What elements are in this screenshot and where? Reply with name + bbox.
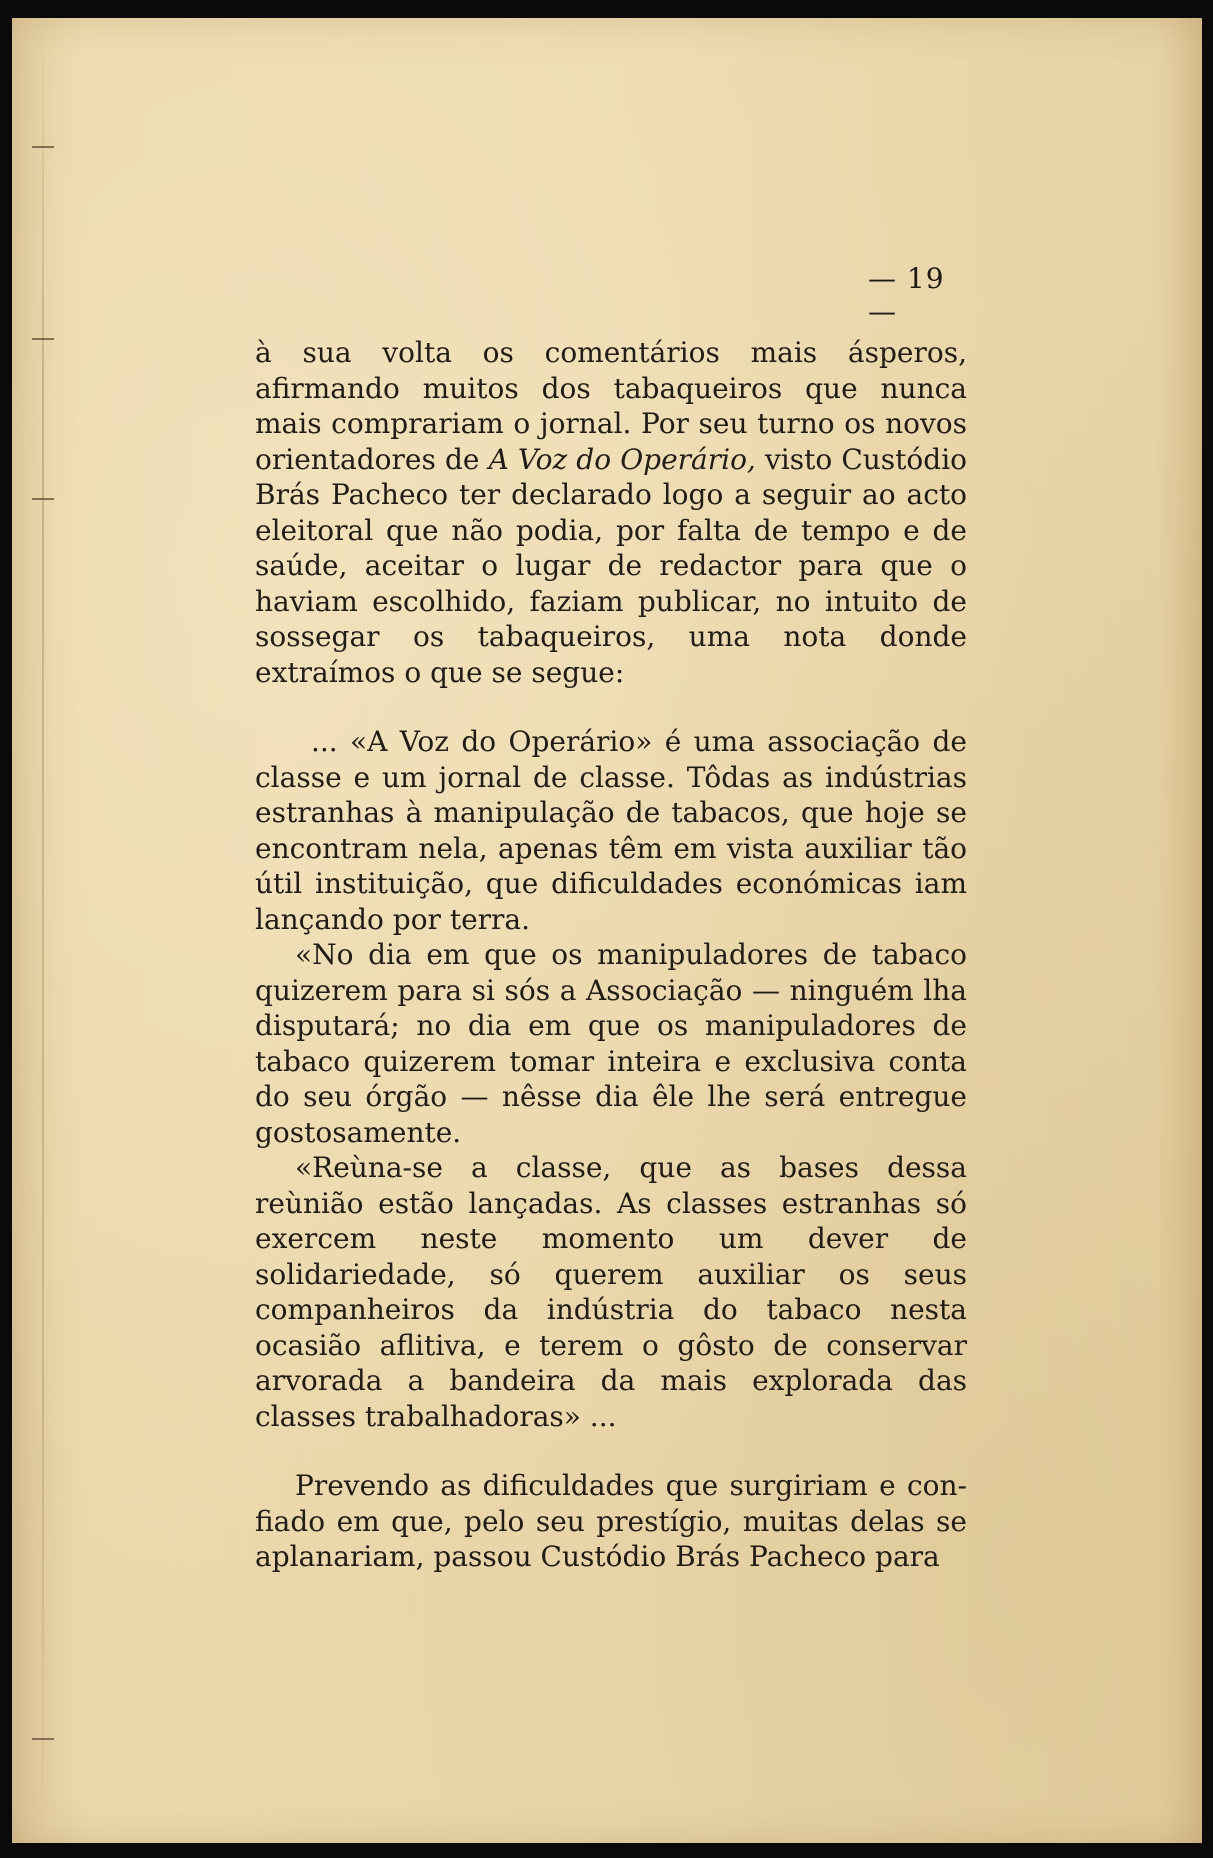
paragraph xyxy=(255,335,967,690)
body-text xyxy=(255,335,967,1575)
quote-paragraph: ... «A Voz do Operário» é uma associação de classe e um jornal de classe. Tôdas as indústrias estranhas à manipulação de tabacos, que hoje se encontram nela, apenas têm em vista auxiliar tão útil instituição, que dificuldades económicas iam lançando por terra. xyxy=(255,725,967,936)
paragraph: Prevendo as dificuldades que surgiriam e confiado em que, pelo seu prestígio, muitas delas se aplanariam, passou Custódio Brás Pacheco para xyxy=(255,1469,967,1573)
margin-mark xyxy=(32,1738,54,1740)
paragraph-text: à sua volta os comentários mais ásperos, afirmando muitos dos tabaqueiros que nunca mais comprariam o jornal. Por seu turno os novos orientadores de xyxy=(255,336,967,476)
quote-paragraph: «No dia em que os manipuladores de tabaco quizerem para si sós a Associação — ninguém lha disputará; no dia em que os manipuladores de tabaco quizerem tomar inteira e exclusiva conta do seu órgão — nêsse dia êle lhe será entregue gostosamente. xyxy=(255,938,967,1149)
margin-mark xyxy=(32,498,54,500)
margin-mark xyxy=(32,338,54,340)
paragraph-text: visto Custódio Brás Pacheco ter declarado logo a seguir ao acto eleitoral que não podia, por falta de tempo e de saúde, aceitar o lugar de redactor para que o haviam escolhido, faziam publicar, no intuito de sossegar os tabaqueiros, uma nota donde extraímos o que se segue: xyxy=(255,442,968,689)
margin-mark xyxy=(32,146,54,148)
page-number: — 19 — xyxy=(868,262,945,328)
quote-paragraph: «Reùna-se a classe, que as bases dessa reùnião estão lançadas. As classes estranhas só exercem neste momento um dever de solidariedade, só querem auxiliar os seus companheiros da indústria do tabaco nesta ocasião aflitiva, e terem o gôsto de conservar arvorada a bandeira da mais explorada das classes trabalhadoras» ... xyxy=(255,1151,967,1433)
page-fold-edge xyxy=(42,18,44,1843)
newspaper-title: A Voz do Operário, xyxy=(488,442,756,476)
